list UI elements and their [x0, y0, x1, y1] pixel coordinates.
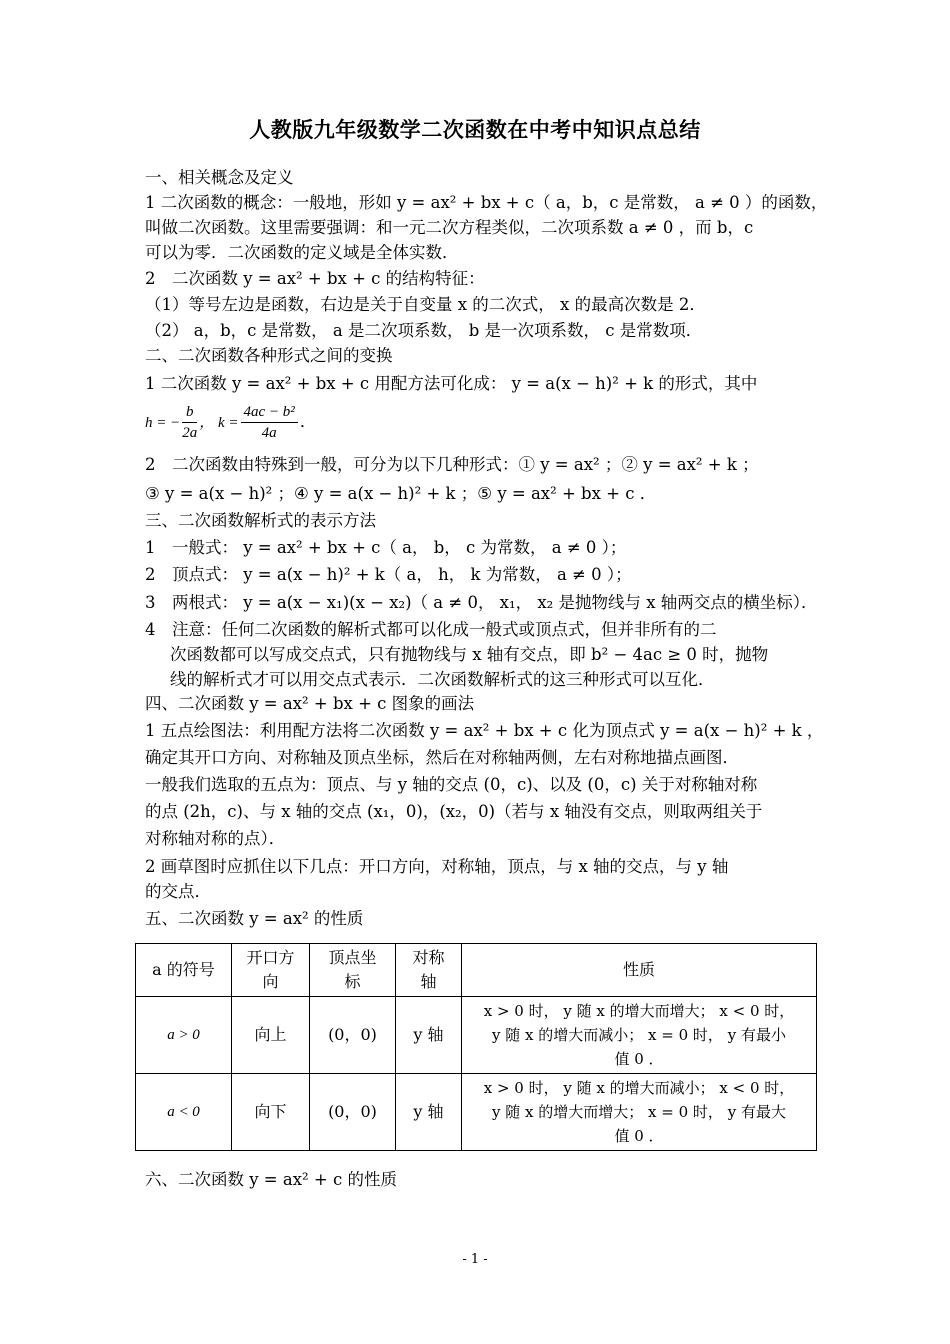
- table-cell: a < 0: [136, 1074, 232, 1151]
- text-line: 线的解析式才可以用交点式表示．二次函数解析式的这三种形式可以互化．: [170, 670, 715, 689]
- text-line: 1 五点绘图法：利用配方法将二次函数 y = ax² + bx + c 化为顶点式 y = a(x − h)² + k ，: [145, 721, 824, 740]
- section-heading-6: 六、二次函数 y = ax² + c 的性质: [145, 1170, 397, 1189]
- text-line: 叫做二次函数。这里需要强调：和一元二次方程类似，二次项系数 a ≠ 0 ，而 b，c: [145, 218, 754, 237]
- section-heading-2: 二、二次函数各种形式之间的变换: [145, 346, 393, 365]
- h-fraction: [182, 402, 197, 443]
- text-line: 2 顶点式： y = a(x − h)² + k（ a， h， k 为常数， a ≠ 0 ）；: [145, 565, 632, 584]
- table-row: [136, 1074, 817, 1151]
- text-line: ③ y = a(x − h)² ；④ y = a(x − h)² + k ；⑤ y = ax² + bx + c ．: [145, 484, 657, 503]
- table-cell: 向上: [232, 997, 310, 1074]
- text-line: （2） a，b，c 是常数， a 是二次项系数， b 是一次项系数， c 是常数项．: [145, 321, 703, 340]
- text-line: 对称轴对称的点）．: [145, 829, 286, 848]
- text-line: 2 画草图时应抓住以下几点：开口方向，对称轴，顶点，与 x 轴的交点，与 y 轴: [145, 857, 729, 876]
- table-header: a 的符号: [136, 944, 232, 997]
- text-line: 一般我们选取的五点为：顶点、与 y 轴的交点 (0，c)、以及 (0，c) 关于对称轴对称: [145, 775, 758, 794]
- text-line: 次函数都可以写成交点式，只有抛物线与 x 轴有交点，即 b² − 4ac ≥ 0 时，抛物: [170, 645, 769, 664]
- document-title: 人教版九年级数学二次函数在中考中知识点总结: [249, 117, 701, 142]
- table-cell: (0，0): [310, 997, 396, 1074]
- table-cell: 向下: [232, 1074, 310, 1151]
- section-heading-5: 五、二次函数 y = ax² 的性质: [145, 909, 364, 928]
- section-heading-3: 三、二次函数解析式的表示方法: [145, 511, 376, 530]
- table-cell: x > 0 时， y 随 x 的增大而增大； x < 0 时， y 随 x 的增大而减小； x = 0 时， y 有最小 值 0 ．: [462, 997, 817, 1074]
- text-line: 2 二次函数 y = ax² + bx + c 的结构特征：: [145, 269, 485, 288]
- text-line: 3 两根式： y = a(x − x₁)(x − x₂)（ a ≠ 0， x₁， x₂ 是抛物线与 x 轴两交点的横坐标）．: [145, 593, 818, 612]
- text-line: 4 注意：任何二次函数的解析式都可以化成一般式或顶点式，但并非所有的二: [145, 620, 717, 639]
- text-line: 可以为零．二次函数的定义域是全体实数．: [145, 243, 459, 262]
- k-fraction: [241, 402, 298, 443]
- properties-table: [135, 943, 817, 1151]
- text-line: 1 一般式： y = ax² + bx + c（ a， b， c 为常数， a ≠ 0 ）；: [145, 538, 627, 557]
- formula-end: ．: [299, 412, 317, 431]
- text-line: 的交点．: [145, 882, 211, 901]
- h-label: h = −: [145, 415, 181, 431]
- table-cell: y 轴: [396, 997, 462, 1074]
- table-header: 对称 轴: [396, 944, 462, 997]
- text-line: （1）等号左边是函数，右边是关于自变量 x 的二次式， x 的最高次数是 2．: [145, 295, 706, 314]
- table-cell: (0，0): [310, 1074, 396, 1151]
- table-cell: a > 0: [136, 997, 232, 1074]
- text-line: 2 二次函数由特殊到一般，可分为以下几种形式：① y = ax² ；② y = ax² + k ；: [145, 455, 759, 474]
- text-line: 的点 (2h，c)、与 x 轴的交点 (x₁，0)，(x₂，0)（若与 x 轴没有交点，则取两组关于: [145, 802, 763, 821]
- table-header-row: [136, 944, 817, 997]
- table-header: 性质: [462, 944, 817, 997]
- table-row: [136, 997, 817, 1074]
- section-heading-1: 一、相关概念及定义: [145, 168, 294, 187]
- table-cell: x > 0 时， y 随 x 的增大而减小； x < 0 时， y 随 x 的增大而增大； x = 0 时， y 有最大 值 0 ．: [462, 1074, 817, 1151]
- table-cell: y 轴: [396, 1074, 462, 1151]
- table-header: 顶点坐 标: [310, 944, 396, 997]
- text-line: 1 二次函数 y = ax² + bx + c 用配方法可化成： y = a(x − h)² + k 的形式，其中: [145, 374, 758, 393]
- text-line: 1 二次函数的概念：一般地，形如 y = ax² + bx + c（ a，b，c 是常数， a ≠ 0 ）的函数，: [145, 193, 828, 212]
- h-denominator: 2a: [182, 425, 198, 441]
- section-heading-4: 四、二次函数 y = ax² + bx + c 图象的画法: [145, 694, 475, 713]
- h-numerator: b: [182, 402, 197, 423]
- k-numerator: 4ac − b²: [241, 402, 298, 423]
- table-header: 开口方 向: [232, 944, 310, 997]
- page-number: - 1 -: [462, 1252, 488, 1267]
- k-denominator: 4a: [261, 425, 277, 441]
- vertex-formula-line: [145, 402, 810, 443]
- k-label: ， k =: [199, 415, 239, 431]
- text-line: 确定其开口方向、对称轴及顶点坐标，然后在对称轴两侧，左右对称地描点画图．: [145, 748, 739, 767]
